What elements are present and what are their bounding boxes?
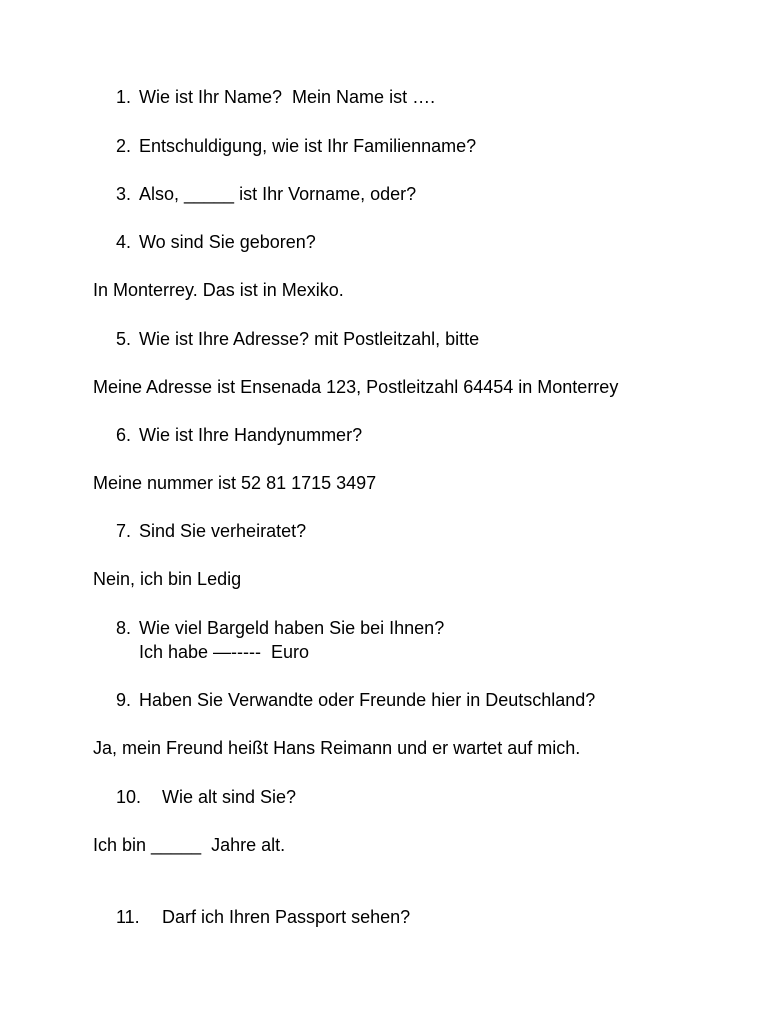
question-7-text: Sind Sie verheiratet?: [139, 521, 307, 541]
question-4-number: 4.: [116, 232, 132, 252]
question-6-text: Wie ist Ihre Handynummer?: [139, 425, 363, 445]
question-2-number: 2.: [116, 136, 132, 156]
question-10-number: 10.: [116, 787, 142, 807]
answer-4: In Monterrey. Das ist in Mexiko.: [93, 280, 344, 300]
question-5-number: 5.: [116, 329, 132, 349]
answer-9: Ja, mein Freund heißt Hans Reimann und er wartet auf mich.: [93, 738, 581, 758]
question-1-text: Wie ist Ihr Name? Mein Name ist ….: [139, 87, 436, 107]
question-5-text: Wie ist Ihre Adresse? mit Postleitzahl, bitte: [139, 329, 480, 349]
question-8-text: Wie viel Bargeld haben Sie bei Ihnen?: [139, 618, 445, 638]
question-6-number: 6.: [116, 425, 132, 445]
question-3-text: Also, _____ ist Ihr Vorname, oder?: [139, 184, 417, 204]
answer-7: Nein, ich bin Ledig: [93, 569, 242, 589]
answer-5: Meine Adresse ist Ensenada 123, Postleitzahl 64454 in Monterrey: [93, 377, 619, 397]
question-2-text: Entschuldigung, wie ist Ihr Familienname?: [139, 136, 477, 156]
question-11-number: 11.: [116, 907, 140, 927]
question-7-number: 7.: [116, 521, 132, 541]
question-10-text: Wie alt sind Sie?: [162, 787, 297, 807]
question-4-text: Wo sind Sie geboren?: [139, 232, 316, 252]
question-3-number: 3.: [116, 184, 132, 204]
question-9-number: 9.: [116, 690, 132, 710]
question-1-number: 1.: [116, 87, 132, 107]
answer-10: Ich bin _____ Jahre alt.: [93, 835, 286, 855]
question-8-followup: Ich habe —----- Euro: [139, 642, 310, 662]
question-11-text: Darf ich Ihren Passport sehen?: [162, 907, 411, 927]
answer-6: Meine nummer ist 52 81 1715 3497: [93, 473, 377, 493]
question-9-text: Haben Sie Verwandte oder Freunde hier in Deutschland?: [139, 690, 596, 710]
question-8-number: 8.: [116, 618, 132, 638]
